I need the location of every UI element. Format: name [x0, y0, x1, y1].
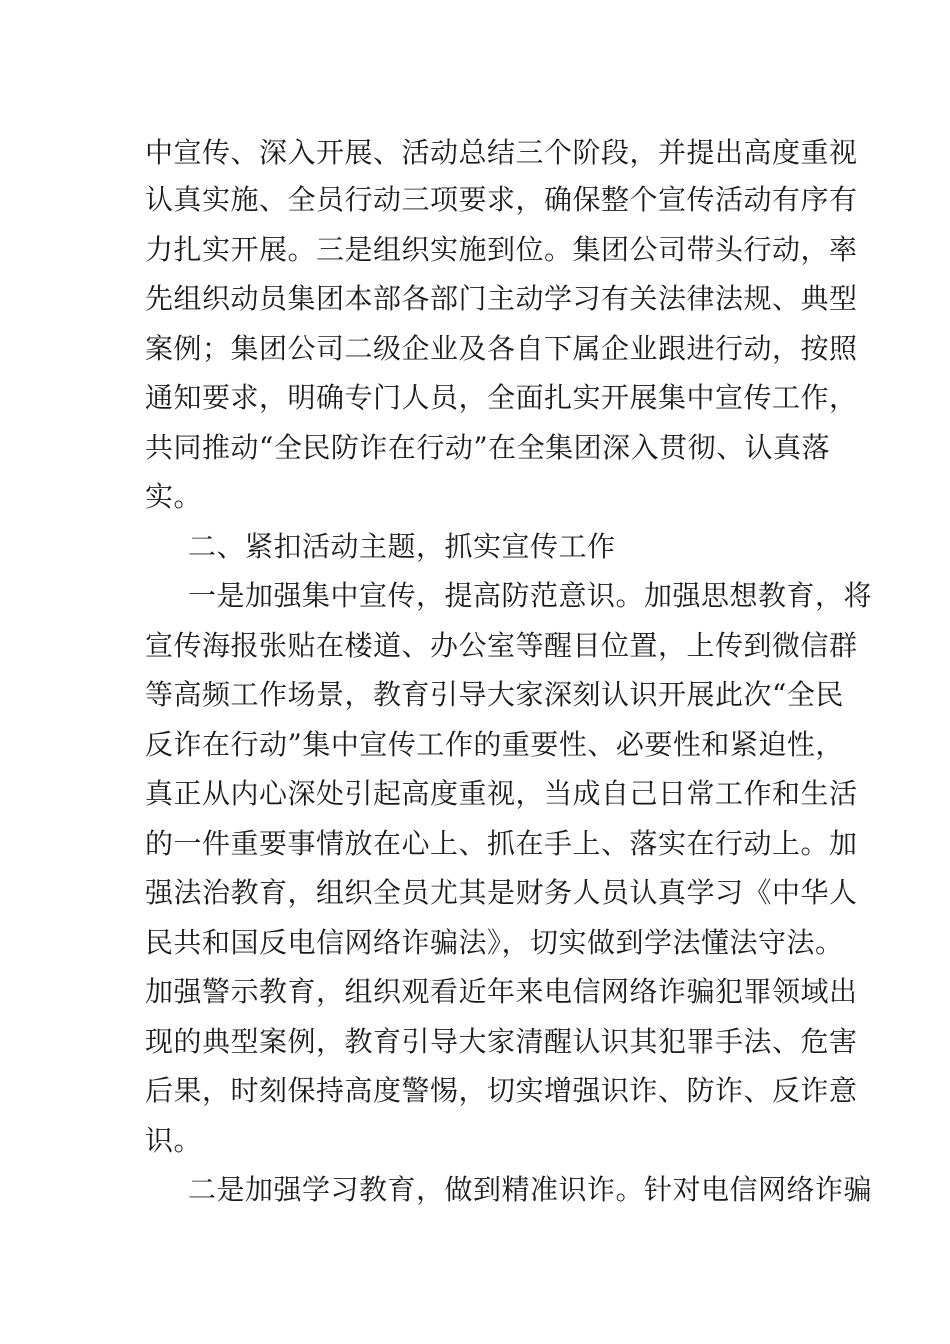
body-text-line: 强法治教育，组织全员尤其是财务人员认真学习《中华人: [145, 876, 858, 909]
body-text-line: 等高频工作场景，教育引导大家深刻认识开展此次“全民: [145, 678, 844, 711]
body-text-line: 识。: [145, 1124, 203, 1157]
body-text-line: 力扎实开展。三是组织实施到位。集团公司带头行动，率: [145, 233, 858, 266]
body-text-line: 现的典型案例，教育引导大家清醒认识其犯罪手法、危害: [145, 1025, 858, 1058]
body-text-line: 先组织动员集团本部各部门主动学习有关法律法规、典型: [145, 282, 858, 315]
body-text-line: 中宣传、深入开展、活动总结三个阶段，并提出高度重视: [145, 136, 858, 169]
body-text-line: 实。: [145, 480, 203, 513]
body-text-line: 共同推动“全民防诈在行动”在全集团深入贯彻、认真落: [145, 431, 831, 464]
body-text-line: 通知要求，明确专门人员，全面扎实开展集中宣传工作，: [145, 381, 858, 414]
body-text-line: 案例；集团公司二级企业及各自下属企业跟进行动，按照: [145, 332, 858, 365]
body-text-line: 后果，时刻保持高度警惕，切实增强识诈、防诈、反诈意: [145, 1074, 858, 1107]
body-text-line: 真正从内心深处引起高度重视，当成自己日常工作和生活: [145, 777, 858, 810]
body-text-line: 认真实施、全员行动三项要求，确保整个宣传活动有序有: [145, 183, 858, 216]
paragraph-first-line: 二是加强学习教育，做到精准识诈。针对电信网络诈骗: [188, 1173, 873, 1206]
body-text-line: 加强警示教育，组织观看近年来电信网络诈骗犯罪领域出: [145, 975, 858, 1008]
section-heading: 二、紧扣活动主题，抓实宣传工作: [188, 530, 616, 563]
body-text-line: 宣传海报张贴在楼道、办公室等醒目位置，上传到微信群: [145, 629, 858, 662]
paragraph-first-line: 一是加强集中宣传，提高防范意识。加强思想教育，将: [188, 579, 873, 612]
body-text-line: 的一件重要事情放在心上、抓在手上、落实在行动上。加: [145, 827, 858, 860]
body-text-line: 民共和国反电信网络诈骗法》，切实做到学法懂法守法。: [145, 926, 844, 959]
body-text-line: 反诈在行动”集中宣传工作的重要性、必要性和紧迫性，: [145, 728, 844, 761]
